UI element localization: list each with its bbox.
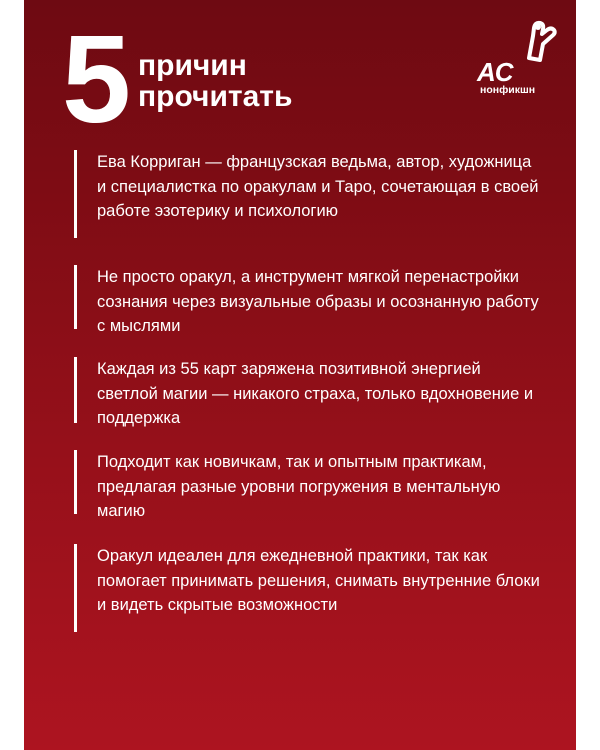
reason-text: Не просто оракул, а инструмент мягкой перенастройки сознания через визуальные образы и осознанную работу с мыслями: [97, 268, 539, 335]
reason-divider-bar: [74, 357, 77, 423]
reason-divider-bar: [74, 150, 77, 238]
publisher-logo: [477, 20, 567, 100]
title-line-1: причин: [138, 49, 247, 82]
reason-text: Подходит как новичкам, так и опытным практикам, предлагая разные уровни погружения в ментальную магию: [97, 453, 501, 520]
reason-text: Оракул идеален для ежедневной практики, так как помогает принимать решения, снимать внутренние блоки и видеть скрытые возможности: [97, 547, 540, 614]
reason-text: Каждая из 55 карт заряжена позитивной энергией светлой магии — никакого страха, только вдохновение и поддержка: [97, 360, 534, 427]
reasons-count: 5: [62, 11, 129, 149]
reason-text: Ева Корриган — французская ведьма, автор, художница и специалистка по оракулам и Таро, сочетающая в своей работе эзотерику и психологию: [97, 153, 539, 220]
logo-subtitle: нонфикшн: [480, 84, 536, 96]
reason-divider-bar: [74, 544, 77, 632]
reason-divider-bar: [74, 450, 77, 514]
logo-wordmark: AC: [477, 57, 513, 87]
title-line-2: прочитать: [138, 80, 293, 113]
reason-divider-bar: [74, 265, 77, 329]
page-title: [138, 50, 292, 112]
promo-card: [24, 0, 576, 750]
